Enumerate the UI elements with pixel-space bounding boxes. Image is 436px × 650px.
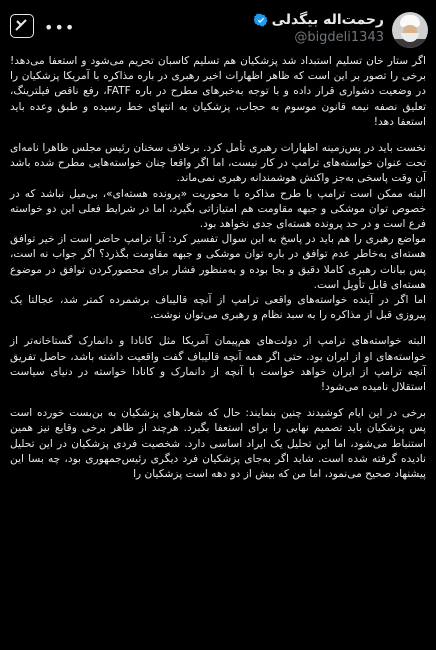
tweet-paragraph: برخی در این ایام کوشیدند چنین بنمایند: حال که شعارهای پزشکیان به بن‌بست خورده است پس پزشکیان باید تصمیم نهایی را برای استعفا بگیرد. هرچند از ظاهر برخی وقایع نیز همین استنباط می‌شود، اما این تحلیل یک ایراد اساسی دارد. شخصیت فردی پزشکیان در این تحلیل نادیده گرفته شده است. شاید اگر به‌جای پزشکیان فرد دیگری رئیس‌جمهوری بود، چه بسا این پیشنهاد صحیح می‌نمود، اما من که بیش از دو دهه است پزشکیان را (10, 407, 426, 481)
tweet-text (10, 54, 426, 482)
more-icon[interactable]: ••• (44, 18, 76, 37)
tweet-paragraph: نخست باید در پس‌زمینه اظهارات رهبری تأمل کرد. برخلاف سخنان رئیس مجلس ظاهرا نامه‌ای تحت عنوان خواسته‌های ترامپ در کار نیست، اما اگر واقعا چنان خواسته‌هایی مطرح شده باشد آن وقت پاسخی به‌جز واکنش هوشمندانه رهبری نمی‌ماند. البته ممکن است ترامپ با طرح مذاکره با محوریت «پرونده هسته‌ای»، بی‌میل نباشد که در خصوص توان موشکی و جبهه مقاومت هم امتیازاتی بگیرد، اما در شرایط فعلی این دو خواسته فرع است و در حد پرونده هسته‌ای جدی نخواهد بود. مواضع رهبری را هم باید در پاسخ به این سوال تفسیر کرد: آیا ترامپ حاضر است از خیر توافق هسته‌ای به‌خاطر عدم توافق در باره توان موشکی و جبهه مقاومت بگذرد؟ اگر جواب نه است، پس بیانات رهبری کاملا دقیق و بجا بوده و به‌منظور فشار برای محصورکردن توافق در موضوع هسته‌ای قابل تأویل است. اما اگر در آینده خواسته‌های واقعی ترامپ از آنچه قالیباف برشمرده کمتر شد، عجالتا یک پیروزی قبل از مذاکره را به سبد نظام و رهبری می‌توان نوشت. (10, 142, 426, 322)
tweet-header (0, 0, 436, 52)
author-handle[interactable]: @bigdeli1343 (294, 30, 384, 45)
grok-icon[interactable] (10, 14, 34, 38)
avatar[interactable] (392, 12, 428, 48)
author-display-name[interactable]: رحمت‌اله بیگدلی (271, 12, 384, 28)
tweet-paragraph: البته خواسته‌های ترامپ از دولت‌های هم‌پیمان آمریکا مثل کانادا و دانمارک گستاخانه‌تر از خواسته‌های او از ایران بود. حتی اگر همه آنچه قالیباف گفت واقعیت داشته باشد، حاصل تفریق آنچه ترامپ از ایران خواهد خواست با آنچه از دانمارک و کانادا خواسته در دنیای سیاست استقلال نامیده می‌شود! (10, 335, 426, 394)
verified-badge-icon (254, 13, 268, 27)
tweet-paragraph: اگر ستار خان تسلیم استبداد شد پزشکیان هم تسلیم کاسبان تحریم می‌شود و استعفا می‌دهد! برخی را تصور بر این است که ظاهر اظهارات اخیر رهبری در باره مذاکره با آمریکا پزشکیان را در وضعیت دشواری قرار داده و با توجه به‌خبرهای مطرح در باره FATF، رفع ناقص فیلترینگ، تعلیق نصفه نیمه قانون موسوم به حجاب، پزشکیان به انتهای خط رسیده و طبق وعده باید استعفا دهد! (10, 55, 426, 128)
author-name-row[interactable] (254, 12, 384, 28)
